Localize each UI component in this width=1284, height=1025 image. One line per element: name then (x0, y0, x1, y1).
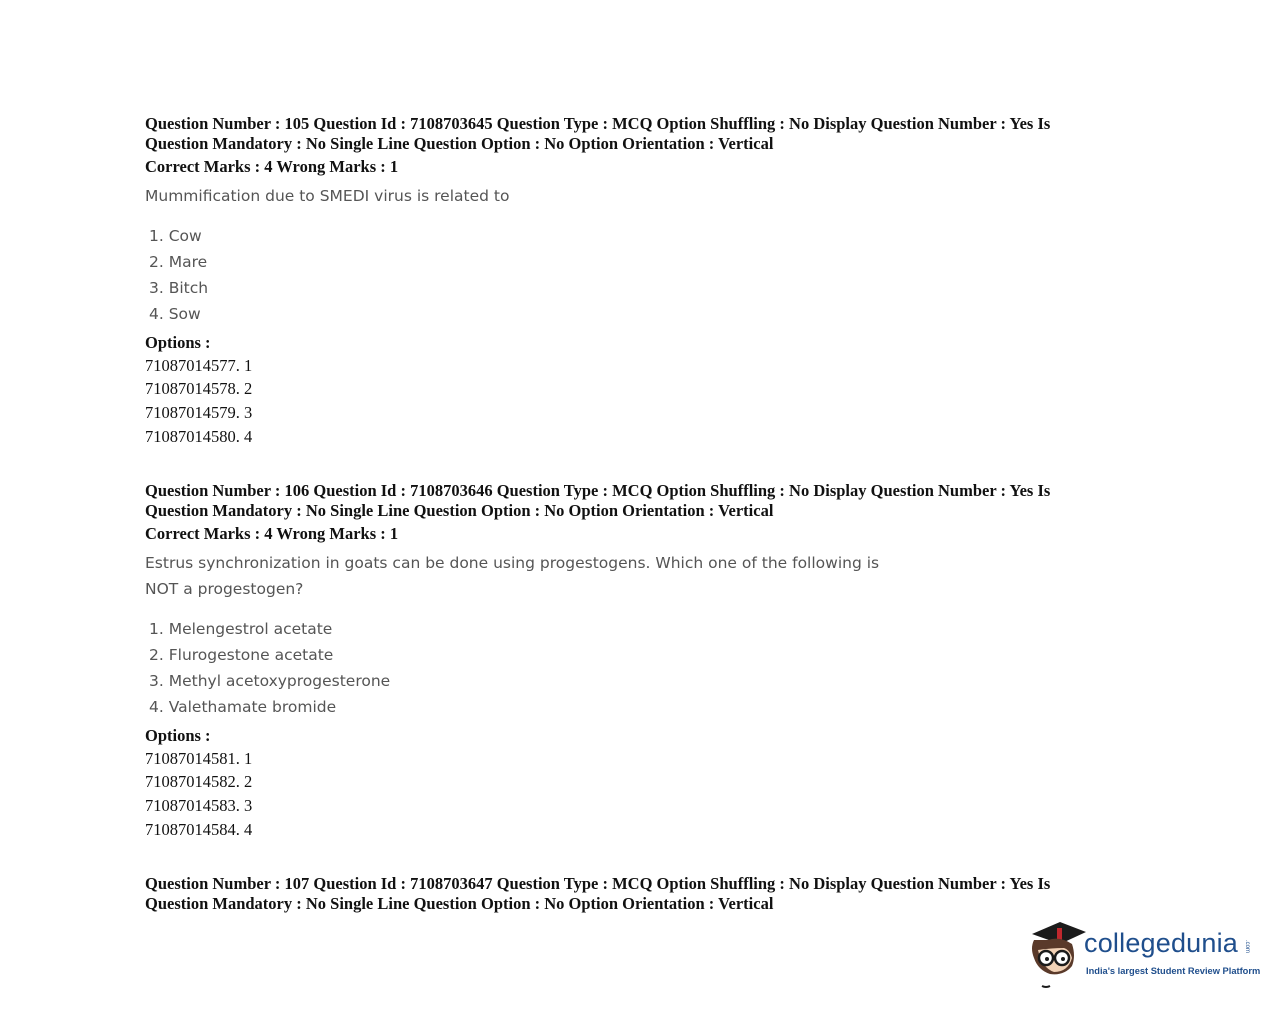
logo-domain-suffix: .com (1244, 940, 1250, 954)
question-block-105 (145, 114, 1105, 448)
option-id: 71087014583. 3 (145, 795, 253, 815)
question-block-106 (145, 481, 1105, 841)
question-meta-line-2: Question Mandatory : No Single Line Question Option : No Option Orientation : Vertical (145, 133, 774, 153)
question-text: Estrus synchronization in goats can be done using progestogens. Which one of the following is (145, 553, 880, 572)
choice-item: 3. Bitch (149, 278, 209, 297)
choice-item: 2. Mare (149, 252, 208, 271)
options-label: Options : (145, 332, 211, 352)
options-label: Options : (145, 725, 211, 745)
logo-tagline: India's largest Student Review Platform (1086, 966, 1261, 976)
choice-list (149, 616, 1105, 720)
logo-wordmark: collegedunia (1084, 928, 1239, 958)
student-mascot-icon (1024, 918, 1086, 990)
choice-item: 4. Sow (149, 304, 201, 323)
choice-item: 3. Methyl acetoxyprogesterone (149, 671, 391, 690)
question-meta-line-1: Question Number : 106 Question Id : 7108703646 Question Type : MCQ Option Shuffling : No Display Question Number : Yes Is (145, 481, 1051, 500)
option-id: 71087014579. 3 (145, 402, 253, 422)
option-id: 71087014577. 1 (145, 355, 253, 375)
choice-list (149, 223, 1105, 327)
question-block-107 (145, 874, 1105, 913)
question-meta-line-2: Question Mandatory : No Single Line Question Option : No Option Orientation : Vertical (145, 500, 774, 520)
question-text-continued: NOT a progestogen? (145, 579, 304, 598)
question-text: Mummification due to SMEDI virus is related to (145, 186, 510, 205)
option-id: 71087014578. 2 (145, 379, 253, 399)
question-meta-line-1: Question Number : 107 Question Id : 7108703647 Question Type : MCQ Option Shuffling : No Display Question Number : Yes Is (145, 874, 1051, 893)
question-marks: Correct Marks : 4 Wrong Marks : 1 (145, 524, 399, 543)
option-id: 71087014584. 4 (145, 819, 253, 839)
option-id: 71087014581. 1 (145, 748, 253, 768)
choice-item: 4. Valethamate bromide (149, 697, 337, 716)
option-id: 71087014580. 4 (145, 426, 253, 446)
collegedunia-logo (1024, 918, 1261, 990)
choice-item: 1. Cow (149, 226, 202, 245)
choice-item: 2. Flurogestone acetate (149, 645, 334, 664)
option-id: 71087014582. 2 (145, 772, 253, 792)
question-marks: Correct Marks : 4 Wrong Marks : 1 (145, 157, 399, 176)
question-meta-line-1: Question Number : 105 Question Id : 7108703645 Question Type : MCQ Option Shuffling : No Display Question Number : Yes Is (145, 114, 1051, 133)
choice-item: 1. Melengestrol acetate (149, 619, 333, 638)
question-meta-line-2: Question Mandatory : No Single Line Question Option : No Option Orientation : Vertical (145, 893, 774, 913)
